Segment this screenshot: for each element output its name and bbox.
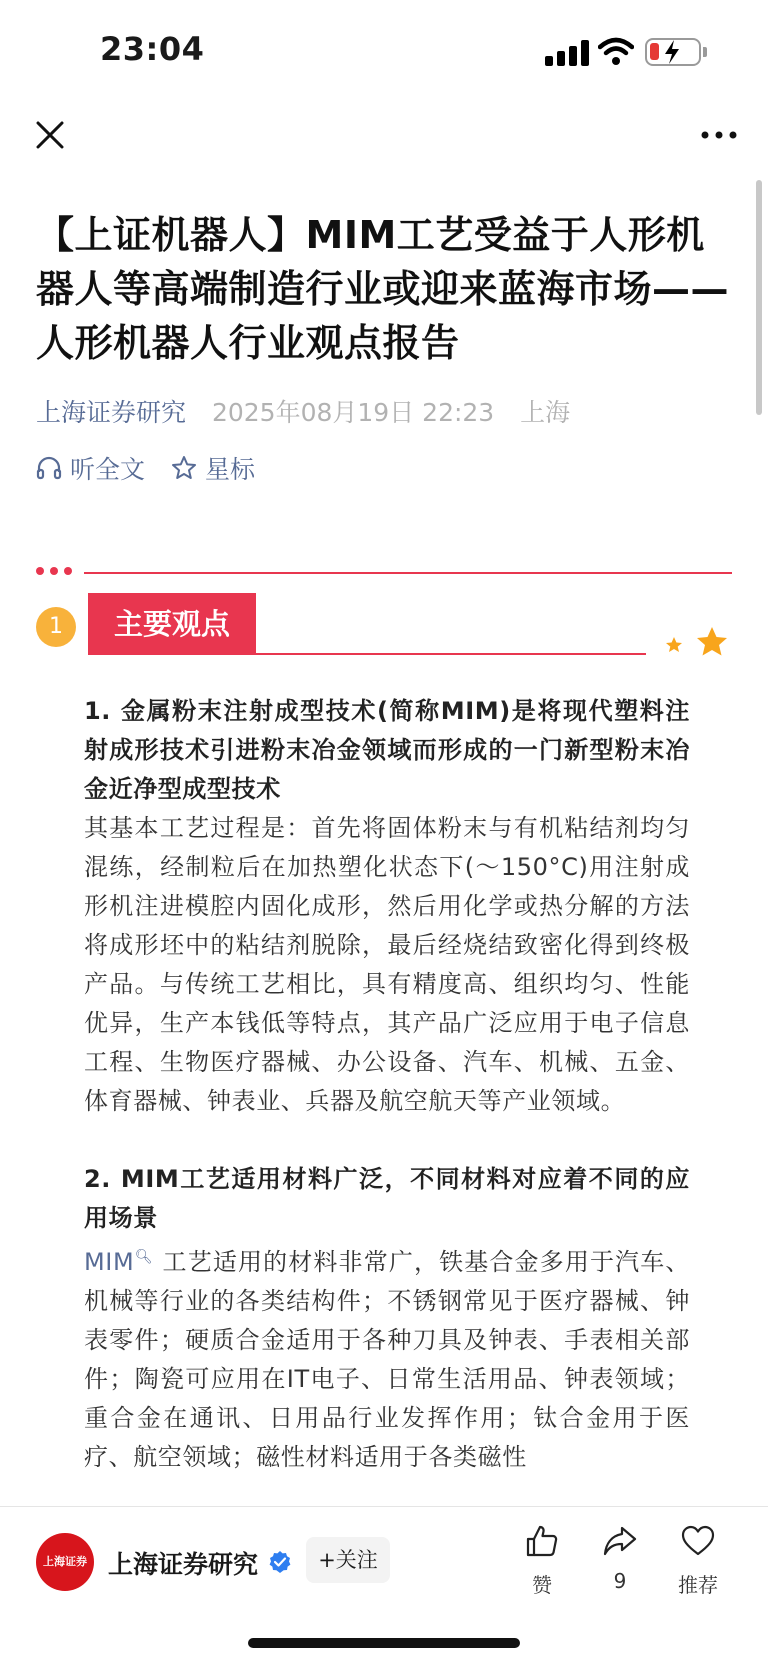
battery-cap (703, 47, 707, 57)
keyword-link-label: MIM (84, 1248, 135, 1276)
point2-text: 工艺适用的材料非常广，铁基合金多用于汽车、机械等行业的各类结构件；不锈钢常见于医疗器械、钟表零件；硬质合金适用于各种刀具及钟表、手表相关部件；陶瓷可应用在IT电子、日常生活用品、钟表领域；重合金在通讯、日用品行业发挥作用；钛合金用于医疗、航空领域；磁性材料适用于各类磁性 (84, 1248, 691, 1471)
account-name[interactable]: 上海证券研究 (108, 1550, 259, 1579)
publish-location: 上海 (520, 398, 571, 427)
star-button[interactable] (171, 450, 255, 486)
article-actions (36, 450, 281, 486)
decoration-dot (64, 567, 72, 575)
share-count: 9 (613, 1569, 627, 1593)
point1-text: 其基本工艺过程是：首先将固体粉末与有机粘结剂均匀混练，经制粒后在加热塑化状态下(～150°C)用注射成形机注进模腔内固化成形，然后用化学或热分解的方法将成形坯中的粘结剂脱除，最后经烧结致密化得到终极产品。与传统工艺相比，具有精度高、组织均匀、性能优异，生产本钱低等特点，其产品广泛应用于电子信息工程、生物医疗器械、办公设备、汽车、机械、五金、体育器械、钟表业、兵器及航空航天等产业领域。 (84, 814, 690, 1115)
share-icon (602, 1523, 638, 1559)
decoration-dot (50, 567, 58, 575)
home-indicator[interactable] (248, 1638, 520, 1648)
recommend-button[interactable] (664, 1523, 732, 1598)
point1-heading: 1. 金属粉末注射成型技术(简称MIM)是将现代塑料注射成形技术引进粉末冶金领域而形成的一门新型粉末冶金近净型成型技术 (84, 697, 690, 803)
heart-icon (680, 1523, 716, 1559)
like-button[interactable] (508, 1523, 576, 1598)
article-meta (36, 393, 570, 429)
decoration-dot (36, 567, 44, 575)
keyword-link[interactable] (84, 1248, 154, 1276)
scroll-indicator[interactable] (756, 180, 762, 415)
article-body (84, 692, 690, 1477)
listen-button[interactable] (36, 450, 145, 486)
point2-heading: 2. MIM工艺适用材料广泛，不同材料对应着不同的应用场景 (84, 1165, 690, 1232)
star-label: 星标 (205, 455, 256, 484)
share-button[interactable] (586, 1523, 654, 1593)
article-title: 【上证机器人】MIM工艺受益于人形机器人等高端制造行业或迎来蓝海市场——人形机器人行业观点报告 (36, 213, 730, 365)
section-underline (256, 653, 646, 655)
recommend-label: 推荐 (678, 1573, 718, 1597)
like-label: 赞 (532, 1573, 552, 1597)
follow-button[interactable]: +关注 (306, 1537, 390, 1583)
status-bar (0, 0, 768, 100)
close-icon[interactable] (30, 115, 70, 155)
author-link[interactable]: 上海证券研究 (36, 398, 187, 427)
signal-icon (545, 40, 591, 66)
star-outline-icon (171, 455, 197, 481)
point2-paragraph (84, 1238, 690, 1477)
section-number-badge: 1 (36, 607, 76, 647)
search-icon: 🔍︎ (134, 1249, 154, 1265)
stars-icon (662, 625, 734, 665)
publish-date: 2025年08月19日 22:23 (211, 398, 495, 427)
headphones-icon (36, 455, 62, 481)
status-time: 23:04 (100, 30, 205, 68)
wifi-icon (598, 36, 634, 66)
thumbs-up-icon (524, 1523, 560, 1559)
section-title: 主要观点 (88, 593, 256, 655)
decoration-line (84, 572, 732, 574)
battery-charging-icon (645, 38, 701, 66)
avatar[interactable]: 上海证券 (36, 1533, 94, 1591)
more-icon[interactable] (695, 115, 743, 155)
verified-icon (268, 1550, 292, 1574)
listen-label: 听全文 (70, 455, 146, 484)
